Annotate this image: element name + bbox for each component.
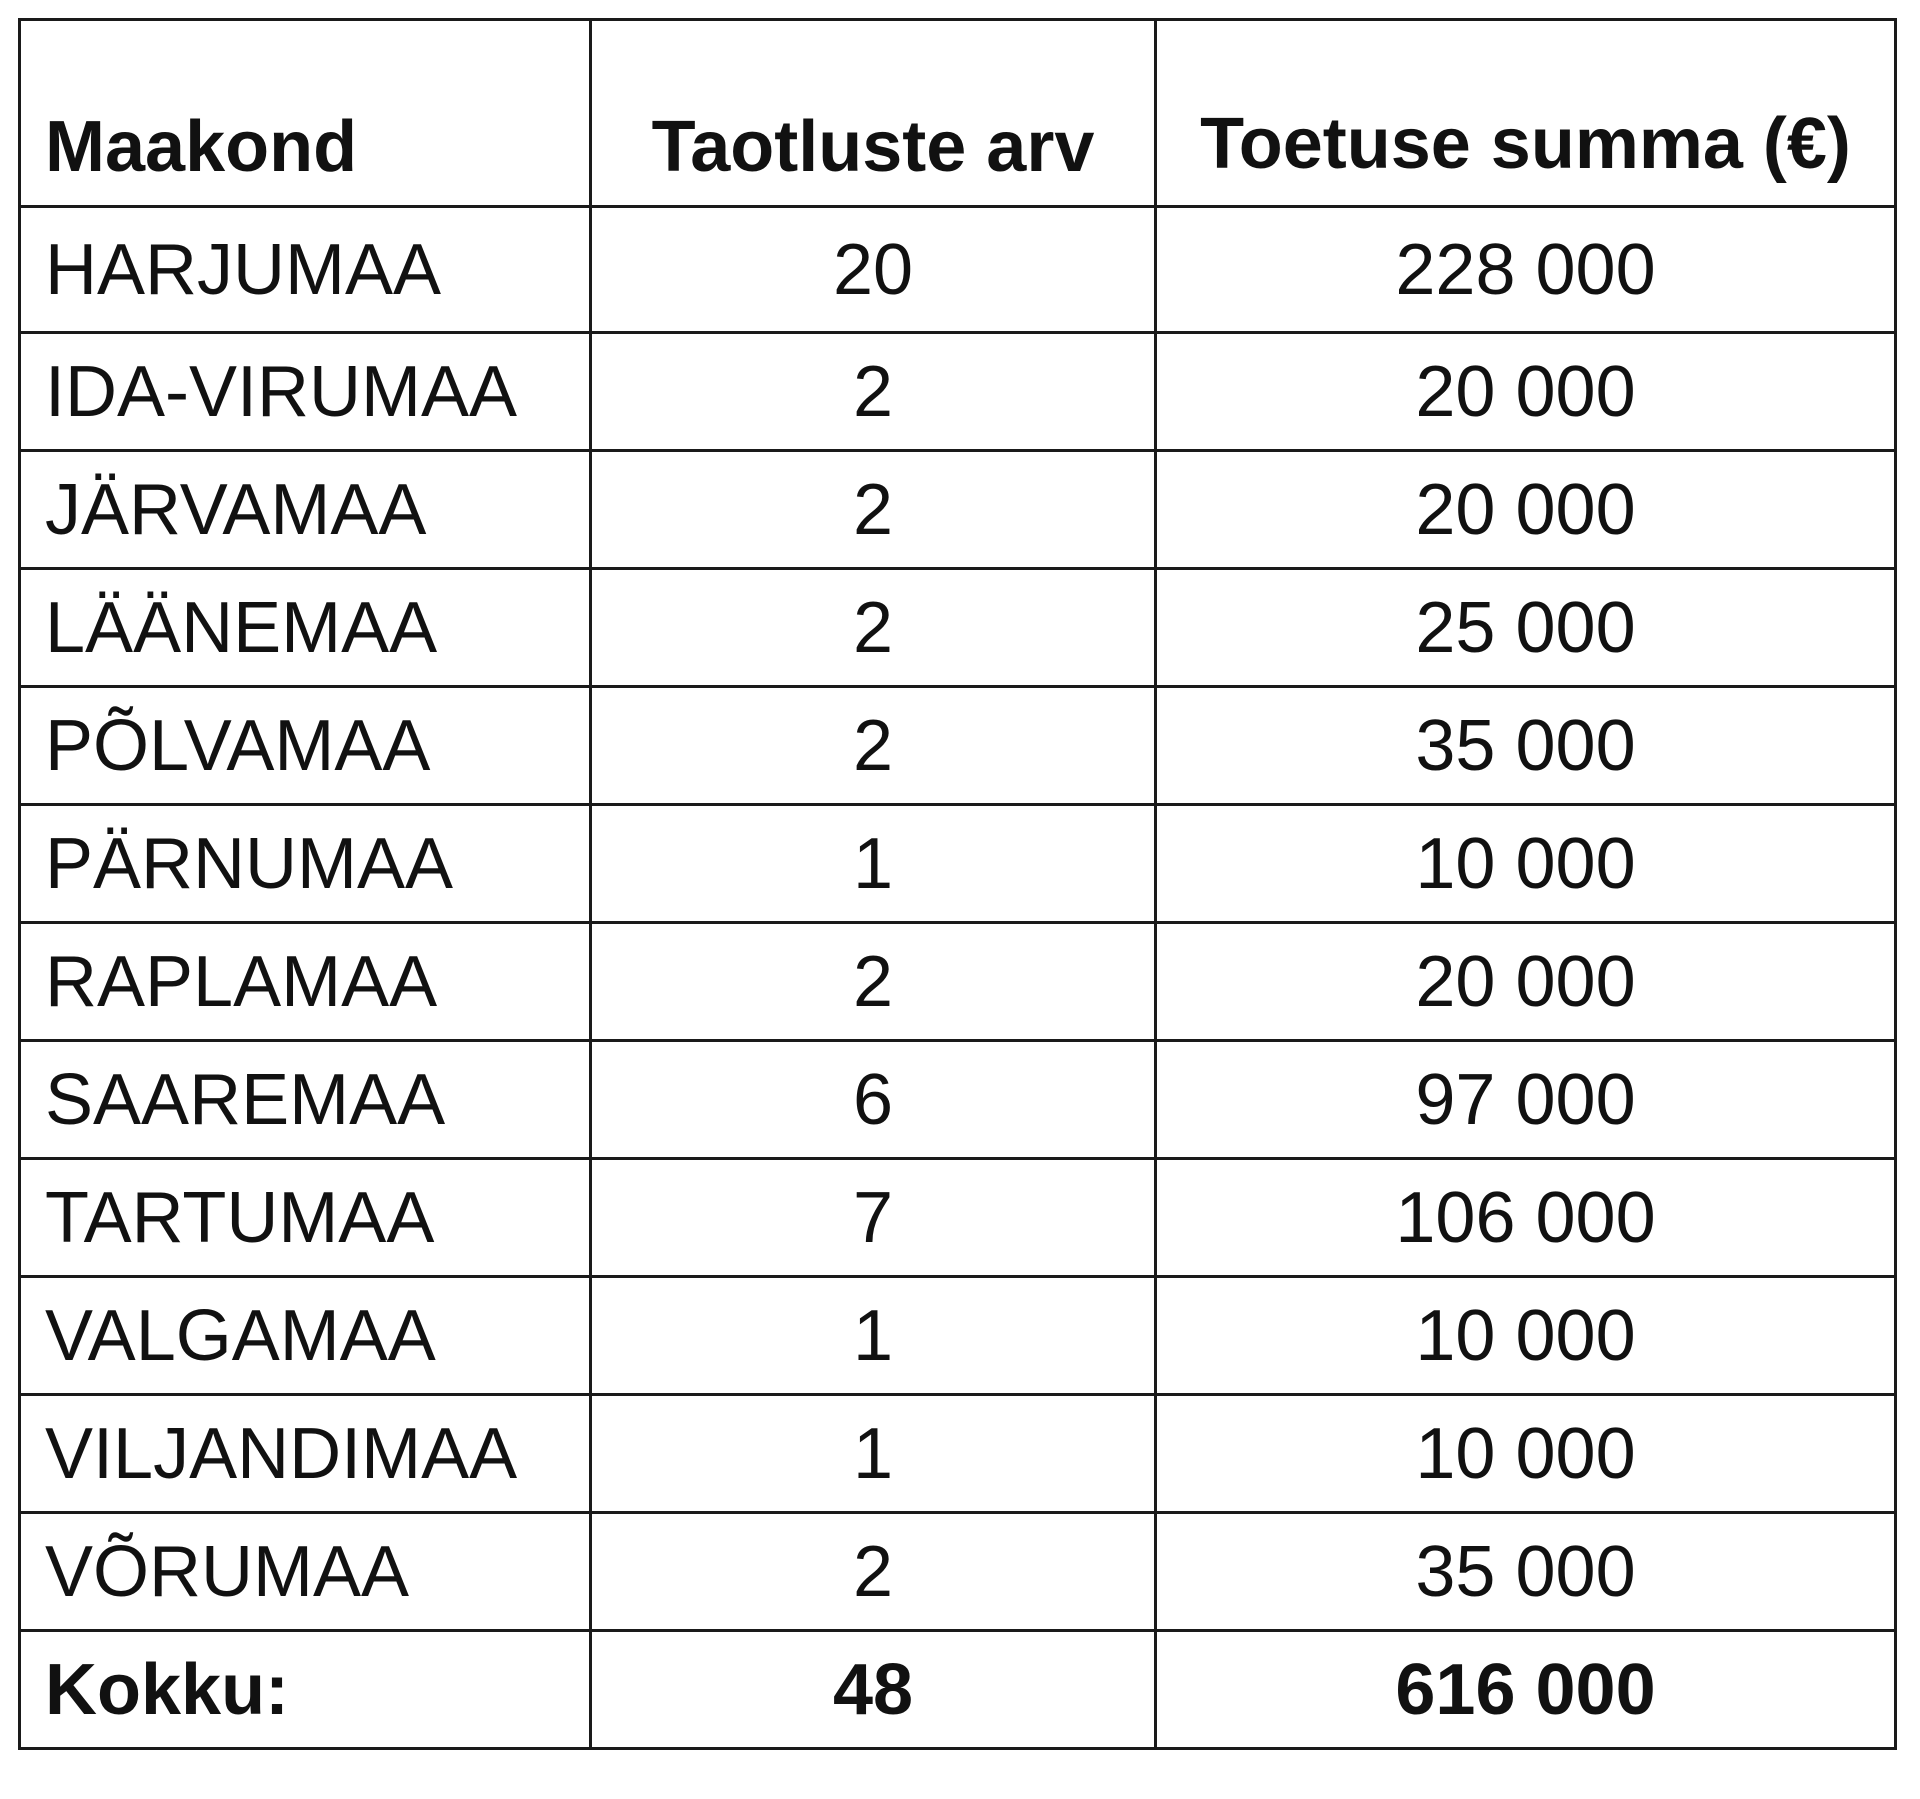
total-grant-sum: 616 000: [1156, 1631, 1896, 1749]
table-row: [20, 207, 1896, 333]
cell-application-count: 2: [591, 569, 1156, 687]
total-label: Kokku:: [20, 1631, 591, 1749]
cell-grant-sum: 228 000: [1156, 207, 1896, 333]
cell-county: TARTUMAA: [20, 1159, 591, 1277]
cell-county: IDA-VIRUMAA: [20, 333, 591, 451]
table-row: [20, 569, 1896, 687]
cell-application-count: 2: [591, 451, 1156, 569]
cell-application-count: 2: [591, 333, 1156, 451]
header-grant-sum: Toetuse summa (€): [1156, 20, 1896, 207]
total-application-count: 48: [591, 1631, 1156, 1749]
cell-application-count: 6: [591, 1041, 1156, 1159]
table-row: [20, 333, 1896, 451]
cell-application-count: 2: [591, 923, 1156, 1041]
header-row: [20, 20, 1896, 207]
cell-county: PÕLVAMAA: [20, 687, 591, 805]
cell-application-count: 1: [591, 1395, 1156, 1513]
table-row: [20, 1041, 1896, 1159]
table-body: [20, 207, 1896, 1631]
table-header: [20, 20, 1896, 207]
grants-by-county-table: [18, 18, 1897, 1750]
cell-grant-sum: 10 000: [1156, 1277, 1896, 1395]
cell-grant-sum: 97 000: [1156, 1041, 1896, 1159]
table-row: [20, 451, 1896, 569]
table-row: [20, 1277, 1896, 1395]
header-application-count: Taotluste arv: [591, 20, 1156, 207]
cell-application-count: 1: [591, 1277, 1156, 1395]
table-row: [20, 805, 1896, 923]
cell-application-count: 1: [591, 805, 1156, 923]
table-row: [20, 923, 1896, 1041]
cell-grant-sum: 25 000: [1156, 569, 1896, 687]
header-county: Maakond: [20, 20, 591, 207]
cell-county: JÄRVAMAA: [20, 451, 591, 569]
table-row: [20, 1513, 1896, 1631]
cell-grant-sum: 10 000: [1156, 1395, 1896, 1513]
cell-application-count: 2: [591, 1513, 1156, 1631]
cell-county: SAAREMAA: [20, 1041, 591, 1159]
cell-grant-sum: 20 000: [1156, 923, 1896, 1041]
cell-grant-sum: 35 000: [1156, 1513, 1896, 1631]
table-row: [20, 687, 1896, 805]
cell-county: RAPLAMAA: [20, 923, 591, 1041]
cell-grant-sum: 106 000: [1156, 1159, 1896, 1277]
cell-application-count: 20: [591, 207, 1156, 333]
table-footer: [20, 1631, 1896, 1749]
table-row: [20, 1159, 1896, 1277]
cell-application-count: 2: [591, 687, 1156, 805]
cell-county: PÄRNUMAA: [20, 805, 591, 923]
cell-application-count: 7: [591, 1159, 1156, 1277]
cell-county: HARJUMAA: [20, 207, 591, 333]
cell-grant-sum: 10 000: [1156, 805, 1896, 923]
grants-table-container: [18, 18, 1897, 1750]
cell-grant-sum: 20 000: [1156, 333, 1896, 451]
table-row: [20, 1395, 1896, 1513]
cell-county: LÄÄNEMAA: [20, 569, 591, 687]
cell-county: VILJANDIMAA: [20, 1395, 591, 1513]
total-row: [20, 1631, 1896, 1749]
cell-grant-sum: 20 000: [1156, 451, 1896, 569]
cell-county: VÕRUMAA: [20, 1513, 591, 1631]
cell-county: VALGAMAA: [20, 1277, 591, 1395]
cell-grant-sum: 35 000: [1156, 687, 1896, 805]
